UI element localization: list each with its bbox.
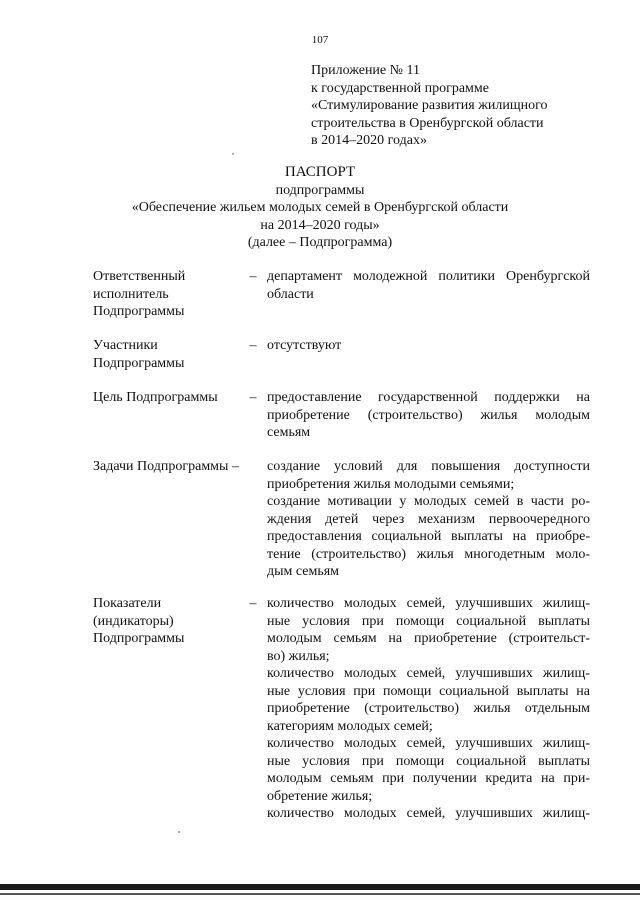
value-line: во) жилья; <box>267 648 330 664</box>
appendix-line: Приложение № 11 <box>311 63 420 78</box>
value-line: ждения детей через механизм первоочередного <box>267 511 590 527</box>
value-line: количество молодых семей, улучшивших жилищ- <box>267 666 590 681</box>
row-label <box>93 595 243 648</box>
scan-bottom-edge <box>0 884 640 890</box>
passport-title-block <box>0 164 640 252</box>
row-dash: – <box>249 390 257 405</box>
row-label <box>93 458 243 476</box>
value-line: дым семьям <box>267 564 340 579</box>
value-line: приобретения жилья молодыми семьями; <box>267 476 515 492</box>
value-line: предоставление государственной поддержки на <box>267 390 590 405</box>
value-line: обретение жилья; <box>267 788 373 804</box>
value-line: создание мотивации у молодых семей в части ро- <box>267 494 590 509</box>
value-line: количество молодых семей, улучшивших жилищ- <box>267 806 590 821</box>
value-line: молодым семьям при получении кредита на при- <box>267 771 590 786</box>
value-line: предоставления социальной выплаты на приобре- <box>267 529 590 544</box>
label-line: Цель Подпрограммы <box>93 390 218 405</box>
value-line: количество молодых семей, улучшивших жилищ- <box>267 736 590 751</box>
row-label <box>93 337 243 372</box>
appendix-line: в 2014–2020 годах» <box>311 133 427 148</box>
label-line: Участники <box>93 338 158 353</box>
value-line: семьям <box>267 425 311 440</box>
row-value <box>267 458 590 581</box>
appendix-line: к государственной программе <box>311 80 489 96</box>
row-indicators <box>93 595 593 835</box>
label-line: Подпрограммы <box>93 355 185 371</box>
row-goal <box>93 389 593 449</box>
subprogram-name-line1: «Обеспечение жильем молодых семей в Оренбургской области <box>131 200 509 215</box>
scan-bottom-edge-thin <box>0 893 640 895</box>
label-line: Ответственный <box>93 269 186 284</box>
label-line: Подпрограммы <box>93 304 185 319</box>
row-value <box>267 389 590 442</box>
value-line: категориям молодых семей; <box>267 718 433 734</box>
value-line: тение (строительство) жилья многодетным моло- <box>267 546 590 562</box>
label-line: Показатели <box>93 596 162 611</box>
value-line: создание условий для повышения доступности <box>267 459 590 474</box>
row-value <box>267 268 590 303</box>
appendix-line: строительства в Оренбургской области <box>311 115 544 131</box>
value-line: молодым семьям на приобретение (строительст- <box>267 631 590 646</box>
subprogram-short-name: (далее – Подпрограмма) <box>247 235 393 250</box>
label-line: исполнитель <box>93 286 169 302</box>
value-line: ные условия при помощи социальной выплаты <box>267 613 590 629</box>
row-participants <box>93 337 593 377</box>
passport-subtitle: подпрограммы <box>275 182 365 198</box>
label-line: (индикаторы) <box>93 613 174 629</box>
value-line: ные условия при помощи социальной выплаты на <box>267 683 590 699</box>
value-line: количество молодых семей, улучшивших жилищ- <box>267 596 590 611</box>
row-dash: – <box>249 269 257 284</box>
row-label <box>93 389 243 407</box>
scan-speck <box>178 831 180 833</box>
label-line: Задачи Подпрограммы – <box>93 459 239 474</box>
value-line: ные условия при помощи социальной выплаты <box>267 753 590 769</box>
page-number: 107 <box>311 34 329 46</box>
value-line: департамент молодежной политики Оренбургской <box>267 269 590 284</box>
row-dash: – <box>249 596 257 611</box>
row-value <box>267 337 590 355</box>
subprogram-name-line2: на 2014–2020 годы» <box>260 217 380 233</box>
scan-speck <box>232 153 234 155</box>
row-responsible-executor <box>93 268 593 328</box>
appendix-line: «Стимулирование развития жилищного <box>311 98 548 113</box>
row-value <box>267 595 590 823</box>
value-line: отсутствуют <box>267 338 342 353</box>
passport-title: ПАСПОРТ <box>284 164 356 180</box>
row-tasks <box>93 458 593 588</box>
appendix-header <box>311 62 611 150</box>
value-line: области <box>267 286 314 302</box>
label-line: Подпрограммы <box>93 631 185 646</box>
row-dash: – <box>249 338 257 353</box>
row-label <box>93 268 243 321</box>
value-line: приобретение (строительство) жилья молодым <box>267 407 590 423</box>
value-line: приобретение (строительство) жилья отдельным <box>267 701 590 716</box>
